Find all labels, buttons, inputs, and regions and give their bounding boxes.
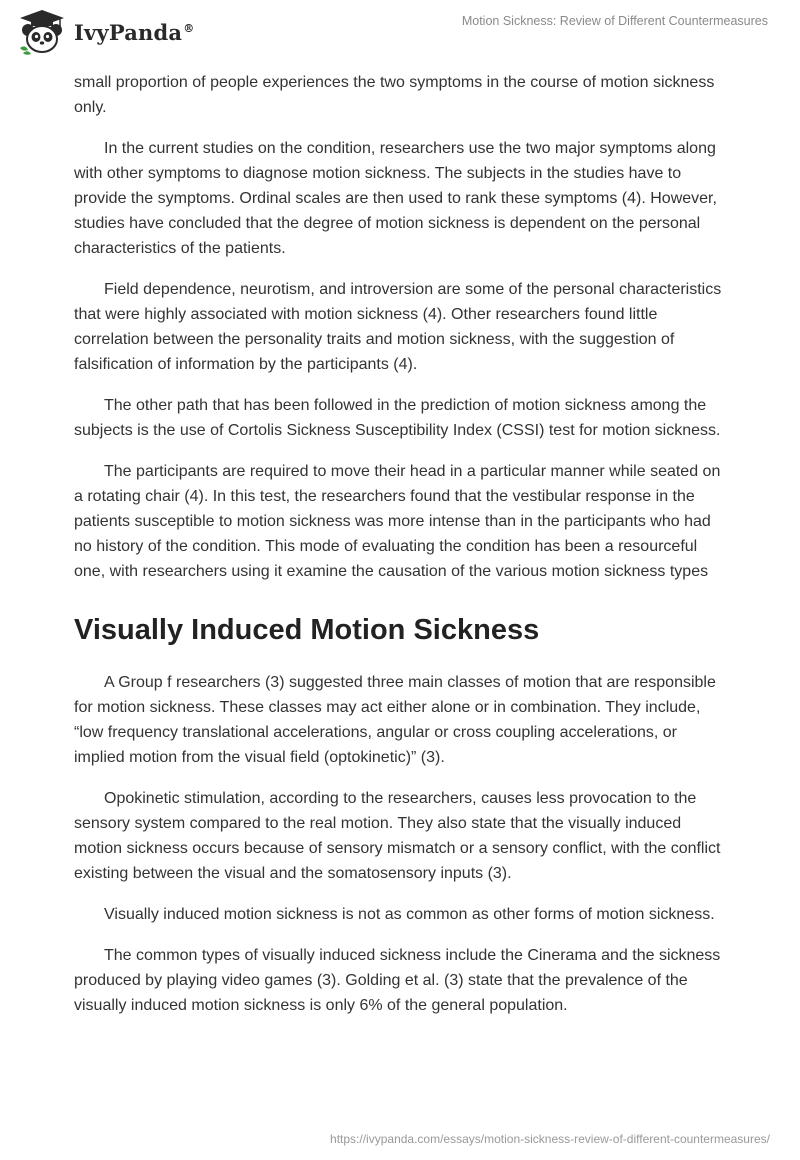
section-heading: Visually Induced Motion Sickness (74, 614, 540, 646)
paragraph: The other path that has been followed in the prediction of motion sickness among the subjects is the use of Cortolis Sickness Susceptibility Index (CSSI) test for motion sickness. (74, 397, 721, 439)
panda-graduate-icon (16, 8, 68, 56)
paragraph: Opokinetic stimulation, according to the researchers, causes less provocation to the sensory system compared to the real motion. They also state that the visually induced motion sickness occurs because of sensory mismatch or a sensory conflict, with the conflict existing between the visual and the somatosensory inputs (3). (74, 790, 721, 882)
essay-body (74, 70, 726, 1034)
brand-name: IvyPanda® (74, 19, 195, 45)
document-title: Motion Sickness: Review of Different Countermeasures (461, 14, 768, 28)
source-url[interactable]: https://ivypanda.com/essays/motion-sickness-review-of-different-countermeasures/ (330, 1132, 770, 1146)
paragraph: Visually induced motion sickness is not as common as other forms of motion sickness. (104, 906, 715, 923)
paragraph: A Group f researchers (3) suggested three main classes of motion that are responsible for motion sickness. These classes may act either alone or in combination. They include, “low frequency translational accelerations, angular or cross coupling accelerations, or implied motion from the visual field (optokinetic)” (3). (74, 674, 716, 766)
paragraph: In the current studies on the condition, researchers use the two major symptoms along with other symptoms to diagnose motion sickness. The subjects in the studies have to provide the symptoms. Ordinal scales are then used to rank these symptoms (4). However, studies have concluded that the degree of motion sickness is dependent on the personal characteristics of the patients. (74, 140, 717, 257)
paragraph: small proportion of people experiences the two symptoms in the course of motion sickness only. (74, 74, 715, 116)
paragraph: Field dependence, neurotism, and introversion are some of the personal characteristics that were highly associated with motion sickness (4). Other researchers found little correlation between the personality traits and motion sickness, with the suggestion of falsification of information by the participants (4). (74, 281, 722, 373)
paragraph: The participants are required to move their head in a particular manner while seated on a rotating chair (4). In this test, the researchers found that the vestibular response in the patients susceptible to motion sickness was more intense than in the participants who had no history of the condition. This mode of evaluating the condition has been a resourceful one, with researchers using it examine the causation of the various motion sickness types (74, 463, 721, 580)
paragraph: The common types of visually induced sickness include the Cinerama and the sickness produced by playing video games (3). Golding et al. (3) state that the prevalence of the visually induced motion sickness is only 6% of the general population. (74, 947, 721, 1014)
brand-logo[interactable] (16, 8, 194, 56)
page-header (0, 0, 800, 64)
registered-mark: ® (183, 21, 195, 35)
